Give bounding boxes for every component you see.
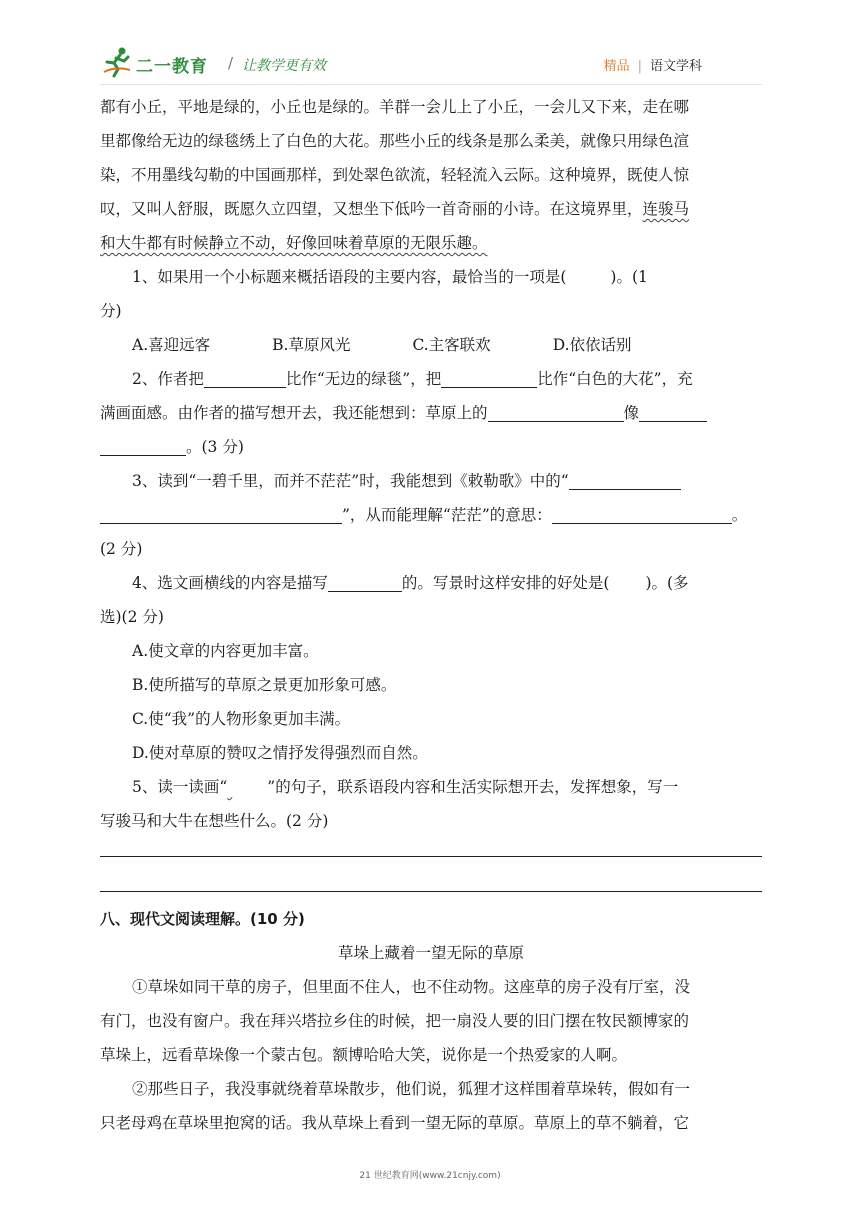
passage-text: 叹，又叫人舒服，既愿久立四望，又想坐下低吟一首奇丽的小诗。在这境界里， bbox=[100, 200, 643, 218]
section-heading: 八、现代文阅读理解。(10 分) bbox=[100, 910, 305, 928]
q4-option-a: A.使文章的内容更加丰富。 bbox=[132, 642, 319, 660]
answer-blank[interactable] bbox=[100, 435, 186, 456]
runner-logo-icon bbox=[100, 46, 134, 78]
question-1-cont: 分) bbox=[100, 302, 122, 320]
q1-options bbox=[100, 328, 762, 362]
passage-line: 染，不用墨线勾勒的中国画那样，到处翠色欲流，轻轻流入云际。这种境界，既使人惊 bbox=[100, 166, 690, 184]
answer-blank[interactable] bbox=[204, 367, 286, 388]
article-line: 有门，也没有窗户。我在拜兴塔拉乡住的时候，把一扇没人要的旧门摆在牧民额博家的 bbox=[100, 1012, 690, 1030]
q4-option-b: B.使所描写的草原之景更加形象可感。 bbox=[132, 676, 397, 694]
answer-blank[interactable] bbox=[100, 503, 342, 524]
q3-text: 3、读到“一碧千里，而并不茫茫”时，我能想到《敕勒歌》中的“ bbox=[132, 472, 569, 490]
tag-separator: | bbox=[637, 59, 642, 74]
q3-text: ”，从而能理解“茫茫”的意思： bbox=[342, 506, 552, 524]
question-1 bbox=[100, 260, 762, 294]
question-2-cont bbox=[100, 430, 762, 464]
answer-blank[interactable] bbox=[488, 401, 624, 422]
option-b: B.草原风光 bbox=[272, 336, 351, 354]
article-title: 草垛上藏着一望无际的草原 bbox=[337, 944, 524, 962]
question-2 bbox=[100, 362, 762, 396]
q2-text: 比作“白色的大花”，充 bbox=[537, 370, 693, 388]
q5-text: 5、读一读画“ bbox=[132, 778, 228, 796]
header-slash: / bbox=[228, 54, 234, 72]
header-divider bbox=[100, 84, 762, 85]
passage-line bbox=[100, 192, 762, 226]
subject-tag: 语文学科 bbox=[649, 59, 702, 74]
logo-text: 二一教育 bbox=[136, 57, 208, 77]
q4-text: 4、选文画横线的内容是描写 bbox=[132, 574, 328, 592]
question-5-cont: 写骏马和大牛在想些什么。(2 分) bbox=[100, 812, 329, 830]
q5-text: ”的句子，联系语段内容和生活实际想开去，发挥想象，写一 bbox=[267, 778, 679, 796]
q1-text: 1、如果用一个小标题来概括语段的主要内容，最恰当的一项是( bbox=[132, 268, 567, 286]
slogan: 让教学更有效 bbox=[242, 58, 326, 74]
q2-text: 满画面感。由作者的描写想开去，我还能想到：草原上的 bbox=[100, 404, 488, 422]
answer-line[interactable] bbox=[100, 891, 762, 892]
article-line: 草垛上，远看草垛像一个蒙古包。额博哈哈大笑，说你是一个热爱家的人啊。 bbox=[100, 1046, 628, 1064]
logo bbox=[100, 46, 330, 80]
section-8 bbox=[100, 902, 762, 1140]
answer-blank[interactable] bbox=[639, 401, 707, 422]
wavy-underlined-sentence: 连骏马 bbox=[642, 200, 690, 218]
q2-text: 像 bbox=[623, 404, 640, 422]
answer-blank[interactable] bbox=[328, 571, 402, 592]
passage-line: 里都像给无边的绿毯绣上了白色的大花。那些小丘的线条是那么柔美，就像只用绿色渲 bbox=[100, 132, 690, 150]
article-line: 只老母鸡在草垛里抱窝的话。我从草垛上看到一望无际的草原。草原上的草不躺着，它 bbox=[100, 1114, 690, 1132]
question-5 bbox=[100, 770, 762, 804]
q3-text: 。 bbox=[731, 506, 748, 524]
q4-text: 的。写景时这样安排的好处是( bbox=[401, 574, 610, 592]
question-3-cont bbox=[100, 498, 762, 532]
answer-line[interactable] bbox=[100, 856, 762, 857]
page-header bbox=[100, 44, 762, 84]
document-body bbox=[100, 90, 762, 838]
option-c: C.主客联欢 bbox=[412, 336, 491, 354]
q4-option-d: D.使对草原的赞叹之情抒发得强烈而自然。 bbox=[132, 744, 428, 762]
option-a: A.喜迎远客 bbox=[132, 336, 211, 354]
answer-blank[interactable] bbox=[441, 367, 537, 388]
question-3 bbox=[100, 464, 762, 498]
wavy-underlined-sentence: 和大牛都有时候静立不动，好像回味着草原的无限乐趣。 bbox=[100, 234, 488, 252]
q2-text: 2、作者把 bbox=[132, 370, 204, 388]
question-3-score: (2 分) bbox=[100, 540, 143, 558]
question-4 bbox=[100, 566, 762, 600]
article-line: ①草垛如同干草的房子，但里面不住人，也不住动物。这座草的房子没有厅室，没 bbox=[132, 978, 691, 996]
header-tag bbox=[604, 55, 702, 74]
passage-line bbox=[100, 226, 762, 260]
wavy-line-sample bbox=[227, 770, 267, 804]
q2-text: 比作“无边的绿毯”，把 bbox=[285, 370, 442, 388]
answer-blank[interactable] bbox=[569, 469, 681, 490]
article-line: ②那些日子，我没事就绕着草垛散步，他们说，狐狸才这样围着草垛转，假如有一 bbox=[132, 1080, 691, 1098]
page-footer: 21 世纪教育网(www.21cnjy.com) bbox=[359, 1171, 501, 1181]
question-4-cont: 选)(2 分) bbox=[100, 608, 164, 626]
option-d: D.依依话别 bbox=[552, 336, 632, 354]
q4-option-c: C.使“我”的人物形象更加丰满。 bbox=[132, 710, 351, 728]
q4-text: )。(多 bbox=[645, 574, 689, 592]
quality-tag: 精品 bbox=[603, 59, 630, 74]
passage-line: 都有小丘，平地是绿的，小丘也是绿的。羊群一会儿上了小丘，一会儿又下来，走在哪 bbox=[100, 98, 690, 116]
answer-blank[interactable] bbox=[552, 503, 732, 524]
q2-text: 。(3 分) bbox=[186, 438, 244, 456]
q1-text-tail: )。(1 bbox=[610, 268, 648, 286]
question-2-cont bbox=[100, 396, 762, 430]
